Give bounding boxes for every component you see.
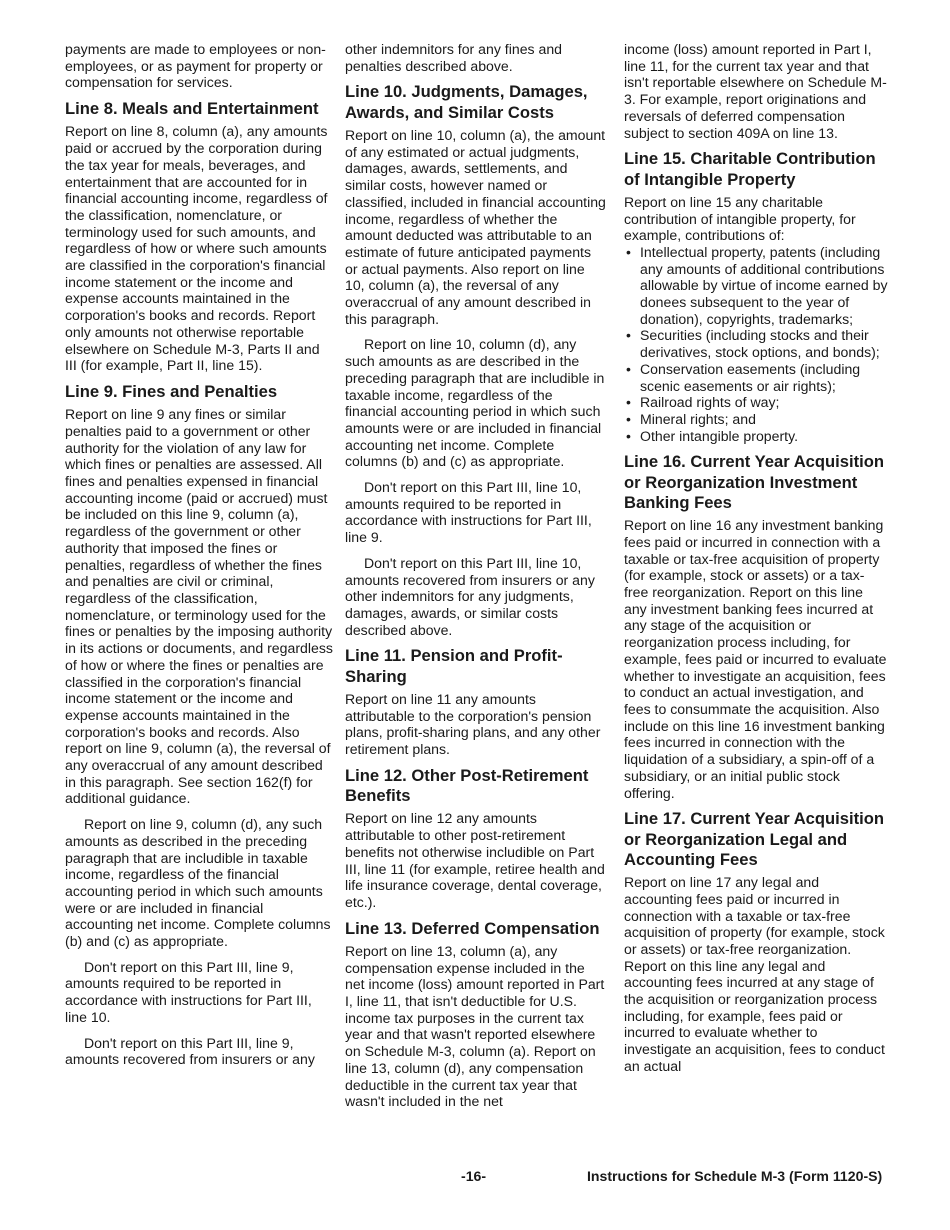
line16-paragraph: Report on line 16 any investment banking fees paid or incurred in connection with a taxable or tax-free acquisition of property (for example, stock or assets) or a tax-free reorganization. Report on this line any investment banking fees incurred at any stage of the acquisition or reorganization process including, for example, fees paid or incurred to evaluate whether to investigate an acquisition, fees to conduct an actual investigation, and fees to consummate the acquisition. Also include on this line 16 investment banking fees incurred in connection with the liquidation of a subsidiary, a spin-off of a subsidiary, or an initial public stock offering.: [624, 517, 887, 801]
line17-paragraph: Report on line 17 any legal and accounting fees paid or incurred in connection with a taxable or tax-free acquisition of property (for example, stock or assets) or tax-free reorganization. Report on this line any legal and accounting fees incurred at any stage of the acquisition or reorganization process including, for example, fees paid or incurred to evaluate whether to investigate an acquisition, fees to conduct an actual: [624, 874, 885, 1074]
list-item: • Securities (including stocks and their derivatives, stock options, and bonds);: [624, 327, 888, 360]
line10-paragraph-4: Don't report on this Part III, line 10, amounts recovered from insurers or any other indemnitors for any judgments, damages, awards, or similar costs described above.: [345, 554, 595, 638]
line12-paragraph: Report on line 12 any amounts attributable to other post-retirement benefits not otherwise includible on Part III, line 11 (for example, retiree health and life insurance coverage, dental coverage, etc.).: [345, 810, 605, 910]
line16-heading: Line 16. Current Year Acquisition or Reorganization Investment Banking Fees: [624, 452, 885, 512]
line11-heading: Line 11. Pension and Profit-Sharing: [345, 646, 563, 686]
list-item: • Conservation easements (including scenic easements or air rights);: [624, 361, 888, 394]
list-item: • Mineral rights; and: [624, 411, 888, 428]
line11-paragraph: Report on line 11 any amounts attributable to the corporation's pension plans, profit-sharing plans, and any other retirement plans.: [345, 690, 601, 758]
col2-intro: other indemnitors for any fines and penalties described above.: [345, 41, 563, 74]
list-item: • Intellectual property, patents (including any amounts of additional contributions allowable by virtue of income earned by donees subsequent to the year of donation), copyrights, trademarks;: [624, 244, 888, 328]
line10-paragraph-2: Report on line 10, column (d), any such amounts as are described in the preceding paragraph that are includible in taxable income, regardless of the financial accounting period in which such amounts were or are included in financial accounting net income. Complete columns (b) and (c) as appropriate.: [345, 336, 605, 470]
line10-heading: Line 10. Judgments, Damages, Awards, and Similar Costs: [345, 82, 588, 122]
form-title-footer: Instructions for Schedule M-3 (Form 1120-S): [587, 1168, 883, 1184]
column-right: [624, 41, 888, 1075]
line15-bullet-list: [624, 244, 888, 444]
line15-paragraph: Report on line 15 any charitable contribution of intangible property, for example, contributions of:: [624, 193, 856, 244]
col3-intro: income (loss) amount reported in Part I, line 11, for the current tax year and that isn't reportable elsewhere on Schedule M-3. For example, report originations and reversals of deferred compensation subject to section 409A on line 13.: [624, 41, 887, 141]
list-item: • Other intangible property.: [624, 428, 888, 445]
line12-heading: Line 12. Other Post-Retirement Benefits: [345, 765, 589, 806]
line9-paragraph-3: Don't report on this Part III, line 9, amounts required to be reported in accordance with instructions for Part III, line 10.: [65, 958, 312, 1025]
line8-paragraph: Report on line 8, column (a), any amounts paid or accrued by the corporation during the tax year for meals, beverages, and entertainment that are accounted for in financial accounting income, regardless of the classification, nomenclature, or terminology used for such amounts, and regardless of how or where such amounts are classified in the corporation's financial income statement or the income and expense accounts maintained in the corporation's books and records. Report only amounts not otherwise reportable elsewhere on Schedule M-3, Parts II and III (for example, Part II, line 15).: [65, 123, 328, 374]
line9-paragraph-1: Report on line 9 any fines or similar penalties paid to a government or other authority for the violation of any law for which fines or penalties are assessed. All fines and penalties expensed in financial accounting income (paid or accrued) must be included on this line 9, column (a), regardless of the government or other authority that imposed the fines or penalties, regardless of whether the fines and penalties are civil or criminal, regardless of the classification, nomenclature, or terminology used for the fines or penalties by the imposing authority in its actions or documents, and regardless of how or where the fines or penalties are classified in the corporation's financial income statement or the income and expense accounts maintained in the corporation's books and records. Also report on line 9, column (a), the reversal of any overaccrual of any amount described in this paragraph. See section 162(f) for additional guidance.: [65, 406, 333, 807]
col1-intro: payments are made to employees or non-employees, or as payment for property or compensation for services.: [65, 41, 326, 91]
line10-paragraph-1: Report on line 10, column (a), the amount of any estimated or actual judgments, damages, awards, settlements, and similar costs, however named or classified, included in financial accounting income, regardless of whether the amount deducted was attributable to an estimate of future anticipated payments or actual payments. Also report on line 10, column (a), the reversal of any overaccrual of any amount described in this paragraph.: [345, 127, 606, 327]
list-item: • Railroad rights of way;: [624, 394, 888, 411]
line13-paragraph: Report on line 13, column (a), any compensation expense included in the net income (loss) amount reported in Part I, line 11, that isn't deductible for U.S. income tax purposes in the current tax year and that wasn't reported elsewhere on Schedule M-3, column (a). Report on line 13, column (d), any compensation deductible in the current tax year that wasn't included in the net: [345, 942, 605, 1110]
line10-paragraph-3: Don't report on this Part III, line 10, amounts required to be reported in accordance with instructions for Part III, line 9.: [345, 479, 592, 546]
line9-paragraph-4: Don't report on this Part III, line 9, amounts recovered from insurers or any: [65, 1034, 315, 1068]
line17-heading: Line 17. Current Year Acquisition or Reorganization Legal and Accounting Fees: [624, 809, 885, 869]
page-number: -16-: [461, 1168, 487, 1184]
line9-heading: Line 9. Fines and Penalties: [65, 381, 278, 401]
line15-heading: Line 15. Charitable Contribution of Intangible Property: [624, 149, 876, 189]
column-left: [65, 41, 333, 1068]
line9-paragraph-2: Report on line 9, column (d), any such amounts as described in the preceding paragraph that are includible in taxable income, regardless of the financial accounting period in which such amounts were or are included in financial accounting net income. Complete columns (b) and (c) as appropriate.: [65, 816, 331, 950]
line8-heading: Line 8. Meals and Entertainment: [65, 99, 319, 119]
line13-heading: Line 13. Deferred Compensation: [345, 918, 600, 938]
column-middle: [345, 41, 607, 1110]
